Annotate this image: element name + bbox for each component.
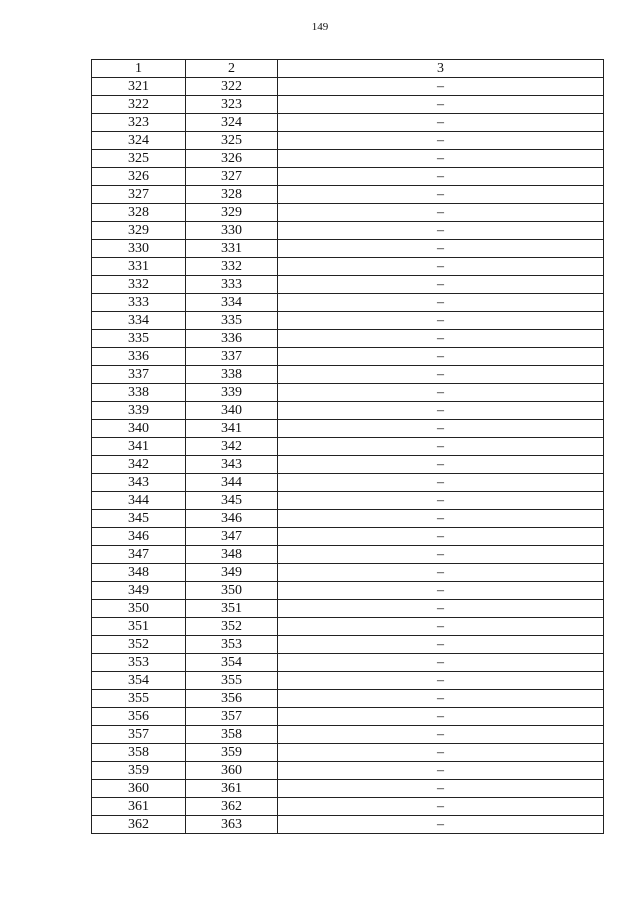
table-cell-col-2: 354 bbox=[186, 654, 278, 672]
table-cell-col-1: 358 bbox=[92, 744, 186, 762]
table-cell-col-2: 338 bbox=[186, 366, 278, 384]
table-cell-col-2: 347 bbox=[186, 528, 278, 546]
table-cell-col-1: 348 bbox=[92, 564, 186, 582]
table-cell-col-3: – bbox=[278, 222, 604, 240]
table-cell-col-3: – bbox=[278, 510, 604, 528]
table-row bbox=[92, 762, 604, 780]
table-row bbox=[92, 258, 604, 276]
table-cell-col-2: 332 bbox=[186, 258, 278, 276]
table-row bbox=[92, 672, 604, 690]
table-row bbox=[92, 798, 604, 816]
table-cell-col-2: 359 bbox=[186, 744, 278, 762]
table-cell-col-2: 355 bbox=[186, 672, 278, 690]
table-cell-col-3: – bbox=[278, 276, 604, 294]
table-cell-col-2: 357 bbox=[186, 708, 278, 726]
table-row bbox=[92, 582, 604, 600]
table-cell-col-2: 344 bbox=[186, 474, 278, 492]
table-row bbox=[92, 546, 604, 564]
table-cell-col-1: 329 bbox=[92, 222, 186, 240]
table-cell-col-3: – bbox=[278, 492, 604, 510]
table-header bbox=[92, 60, 604, 78]
table-cell-col-2: 351 bbox=[186, 600, 278, 618]
table-cell-col-3: – bbox=[278, 438, 604, 456]
table-row bbox=[92, 816, 604, 834]
table-cell-col-1: 327 bbox=[92, 186, 186, 204]
table-cell-col-2: 362 bbox=[186, 798, 278, 816]
table-row bbox=[92, 636, 604, 654]
table-cell-col-1: 323 bbox=[92, 114, 186, 132]
table-row bbox=[92, 168, 604, 186]
table-cell-col-1: 338 bbox=[92, 384, 186, 402]
table-cell-col-3: – bbox=[278, 114, 604, 132]
table-cell-col-2: 340 bbox=[186, 402, 278, 420]
table-cell-col-1: 335 bbox=[92, 330, 186, 348]
table-cell-col-1: 350 bbox=[92, 600, 186, 618]
table-cell-col-2: 361 bbox=[186, 780, 278, 798]
data-table bbox=[91, 59, 604, 834]
table-cell-col-1: 337 bbox=[92, 366, 186, 384]
table-cell-col-1: 357 bbox=[92, 726, 186, 744]
table-cell-col-2: 330 bbox=[186, 222, 278, 240]
table-cell-col-3: – bbox=[278, 564, 604, 582]
table-row bbox=[92, 240, 604, 258]
table-cell-col-3: – bbox=[278, 312, 604, 330]
table-cell-col-1: 354 bbox=[92, 672, 186, 690]
table-row bbox=[92, 600, 604, 618]
table-cell-col-3: – bbox=[278, 546, 604, 564]
table-cell-col-1: 344 bbox=[92, 492, 186, 510]
table-cell-col-3: – bbox=[278, 762, 604, 780]
table-row bbox=[92, 528, 604, 546]
table-row bbox=[92, 204, 604, 222]
table-cell-col-3: – bbox=[278, 240, 604, 258]
table-cell-col-3: – bbox=[278, 402, 604, 420]
column-header-3: 3 bbox=[278, 60, 604, 78]
table-row bbox=[92, 726, 604, 744]
table-cell-col-1: 331 bbox=[92, 258, 186, 276]
table-cell-col-3: – bbox=[278, 78, 604, 96]
table-cell-col-1: 325 bbox=[92, 150, 186, 168]
table-cell-col-2: 353 bbox=[186, 636, 278, 654]
table-row bbox=[92, 474, 604, 492]
table-cell-col-3: – bbox=[278, 294, 604, 312]
table-cell-col-2: 348 bbox=[186, 546, 278, 564]
table-cell-col-3: – bbox=[278, 798, 604, 816]
table-row bbox=[92, 96, 604, 114]
table-cell-col-1: 349 bbox=[92, 582, 186, 600]
table-row bbox=[92, 564, 604, 582]
table-cell-col-3: – bbox=[278, 816, 604, 834]
table-cell-col-1: 362 bbox=[92, 816, 186, 834]
table-row bbox=[92, 366, 604, 384]
table-row bbox=[92, 78, 604, 96]
table-cell-col-1: 342 bbox=[92, 456, 186, 474]
table-cell-col-1: 352 bbox=[92, 636, 186, 654]
table-row bbox=[92, 312, 604, 330]
table-cell-col-3: – bbox=[278, 708, 604, 726]
table-cell-col-2: 335 bbox=[186, 312, 278, 330]
column-header-1: 1 bbox=[92, 60, 186, 78]
table-cell-col-2: 334 bbox=[186, 294, 278, 312]
table-cell-col-2: 326 bbox=[186, 150, 278, 168]
table-cell-col-3: – bbox=[278, 600, 604, 618]
table-cell-col-1: 345 bbox=[92, 510, 186, 528]
table-row bbox=[92, 438, 604, 456]
table-cell-col-3: – bbox=[278, 186, 604, 204]
table-cell-col-2: 339 bbox=[186, 384, 278, 402]
table-cell-col-3: – bbox=[278, 618, 604, 636]
table-cell-col-2: 346 bbox=[186, 510, 278, 528]
table-cell-col-3: – bbox=[278, 474, 604, 492]
table-row bbox=[92, 348, 604, 366]
table-cell-col-2: 322 bbox=[186, 78, 278, 96]
table-cell-col-1: 322 bbox=[92, 96, 186, 114]
table-row bbox=[92, 132, 604, 150]
table-cell-col-3: – bbox=[278, 150, 604, 168]
table-cell-col-2: 333 bbox=[186, 276, 278, 294]
table-cell-col-1: 359 bbox=[92, 762, 186, 780]
table-row bbox=[92, 276, 604, 294]
table-cell-col-3: – bbox=[278, 258, 604, 276]
table-cell-col-1: 334 bbox=[92, 312, 186, 330]
table-cell-col-3: – bbox=[278, 780, 604, 798]
table-cell-col-1: 353 bbox=[92, 654, 186, 672]
table-cell-col-1: 340 bbox=[92, 420, 186, 438]
table-cell-col-2: 350 bbox=[186, 582, 278, 600]
table-cell-col-3: – bbox=[278, 690, 604, 708]
table-cell-col-2: 323 bbox=[186, 96, 278, 114]
table-cell-col-3: – bbox=[278, 168, 604, 186]
table-cell-col-2: 358 bbox=[186, 726, 278, 744]
table-cell-col-3: – bbox=[278, 726, 604, 744]
table-cell-col-2: 328 bbox=[186, 186, 278, 204]
table-cell-col-1: 361 bbox=[92, 798, 186, 816]
table-cell-col-3: – bbox=[278, 744, 604, 762]
column-header-2: 2 bbox=[186, 60, 278, 78]
table-cell-col-1: 341 bbox=[92, 438, 186, 456]
table-cell-col-1: 346 bbox=[92, 528, 186, 546]
table-cell-col-3: – bbox=[278, 366, 604, 384]
table-row bbox=[92, 708, 604, 726]
table-cell-col-2: 329 bbox=[186, 204, 278, 222]
table-cell-col-1: 332 bbox=[92, 276, 186, 294]
table-cell-col-2: 327 bbox=[186, 168, 278, 186]
table-row bbox=[92, 492, 604, 510]
table-cell-col-2: 356 bbox=[186, 690, 278, 708]
table-cell-col-2: 349 bbox=[186, 564, 278, 582]
table-row bbox=[92, 744, 604, 762]
table-cell-col-2: 360 bbox=[186, 762, 278, 780]
table-cell-col-1: 339 bbox=[92, 402, 186, 420]
table-cell-col-1: 333 bbox=[92, 294, 186, 312]
table-cell-col-2: 352 bbox=[186, 618, 278, 636]
table-row bbox=[92, 402, 604, 420]
table-cell-col-1: 356 bbox=[92, 708, 186, 726]
table-cell-col-3: – bbox=[278, 348, 604, 366]
table-cell-col-1: 347 bbox=[92, 546, 186, 564]
table-cell-col-1: 321 bbox=[92, 78, 186, 96]
table-row bbox=[92, 330, 604, 348]
table-cell-col-3: – bbox=[278, 96, 604, 114]
table-cell-col-2: 342 bbox=[186, 438, 278, 456]
table-row bbox=[92, 780, 604, 798]
table-row bbox=[92, 114, 604, 132]
table-cell-col-1: 355 bbox=[92, 690, 186, 708]
table-cell-col-3: – bbox=[278, 528, 604, 546]
table-row bbox=[92, 384, 604, 402]
table-cell-col-2: 331 bbox=[186, 240, 278, 258]
table-cell-col-2: 363 bbox=[186, 816, 278, 834]
table-cell-col-3: – bbox=[278, 672, 604, 690]
table-cell-col-1: 360 bbox=[92, 780, 186, 798]
table-cell-col-2: 336 bbox=[186, 330, 278, 348]
table-row bbox=[92, 420, 604, 438]
table-row bbox=[92, 150, 604, 168]
table-cell-col-1: 336 bbox=[92, 348, 186, 366]
table-cell-col-2: 341 bbox=[186, 420, 278, 438]
table-cell-col-2: 343 bbox=[186, 456, 278, 474]
table-cell-col-2: 345 bbox=[186, 492, 278, 510]
table-cell-col-3: – bbox=[278, 636, 604, 654]
table-cell-col-3: – bbox=[278, 132, 604, 150]
table-cell-col-3: – bbox=[278, 654, 604, 672]
table-cell-col-3: – bbox=[278, 330, 604, 348]
table-row bbox=[92, 654, 604, 672]
table-row bbox=[92, 222, 604, 240]
table-cell-col-1: 343 bbox=[92, 474, 186, 492]
table-row bbox=[92, 186, 604, 204]
table-row bbox=[92, 618, 604, 636]
table-cell-col-2: 325 bbox=[186, 132, 278, 150]
table-row bbox=[92, 510, 604, 528]
table-cell-col-3: – bbox=[278, 384, 604, 402]
table-row bbox=[92, 294, 604, 312]
table-cell-col-3: – bbox=[278, 456, 604, 474]
table-cell-col-3: – bbox=[278, 420, 604, 438]
table-row bbox=[92, 456, 604, 474]
table-row bbox=[92, 690, 604, 708]
header-row bbox=[92, 60, 604, 78]
table-cell-col-1: 330 bbox=[92, 240, 186, 258]
table-body bbox=[92, 78, 604, 834]
table-cell-col-3: – bbox=[278, 204, 604, 222]
table-cell-col-2: 337 bbox=[186, 348, 278, 366]
table-cell-col-2: 324 bbox=[186, 114, 278, 132]
table-cell-col-1: 326 bbox=[92, 168, 186, 186]
table-cell-col-1: 328 bbox=[92, 204, 186, 222]
table-cell-col-3: – bbox=[278, 582, 604, 600]
table-cell-col-1: 324 bbox=[92, 132, 186, 150]
page-number: 149 bbox=[311, 21, 329, 33]
table-cell-col-1: 351 bbox=[92, 618, 186, 636]
